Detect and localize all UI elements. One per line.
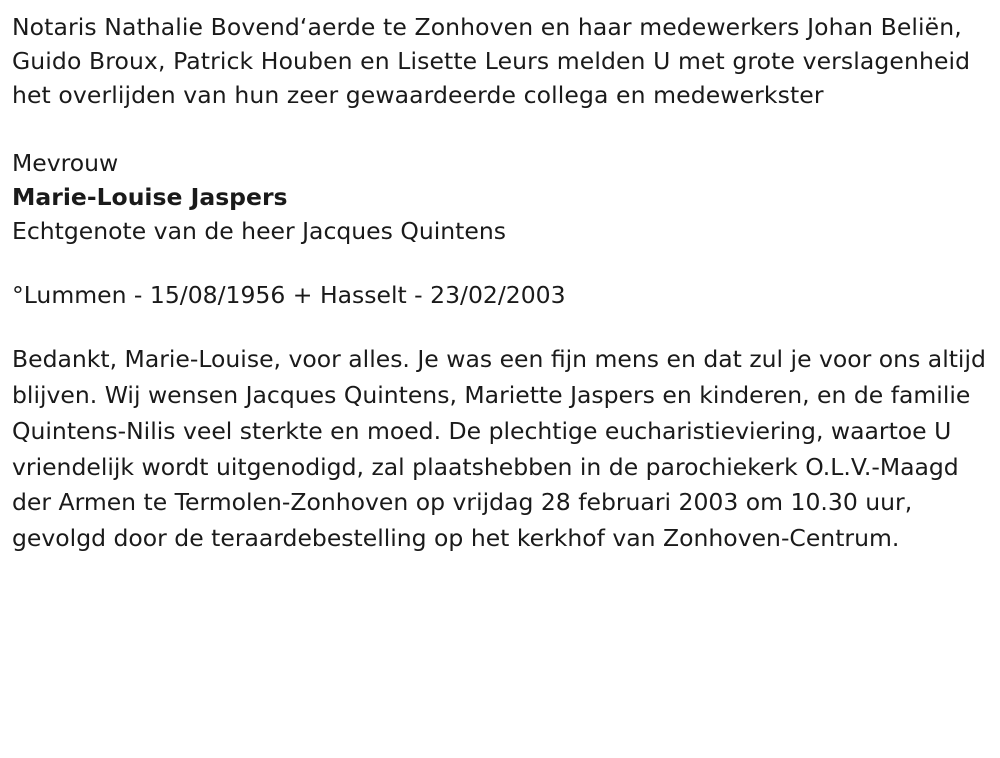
dates-line: °Lummen - 15/08/1956 + Hasselt - 23/02/2003: [12, 281, 566, 310]
spacer-after-dates: [12, 312, 988, 342]
spouse-line: Echtgenote van de heer Jacques Quintens: [12, 217, 506, 246]
intro-paragraph: Notaris Nathalie Bovend‘aerde te Zonhoven en haar medewerkers Johan Beliën, Guido Broux, Patrick Houben en Lisette Leurs melden U met grote verslagenheid het overlijden van hun zeer gewaardeerde collega en medewerkster: [12, 13, 971, 110]
deceased-name: Marie-Louise Jaspers: [12, 183, 288, 212]
salutation-text: Mevrouw: [12, 149, 119, 178]
message-paragraph: Bedankt, Marie-Louise, voor alles. Je was een fijn mens en dat zul je voor ons altijd blijven. Wij wensen Jacques Quintens, Mariette Jaspers en kinderen, en de familie Quintens-Nilis veel sterkte en moed. De plechtige eucharistieviering, waartoe U vriendelijk wordt uitgenodigd, zal plaatshebben in de parochiekerk O.L.V.-Maagd der Armen te Termolen-Zonhoven op vrijdag 28 februari 2003 om 10.30 uur, gevolgd door de teraardebestelling op het kerkhof van Zonhoven-Centrum.: [12, 345, 986, 553]
spacer-after-intro: [12, 112, 988, 146]
spacer-after-spouse: [12, 248, 988, 278]
